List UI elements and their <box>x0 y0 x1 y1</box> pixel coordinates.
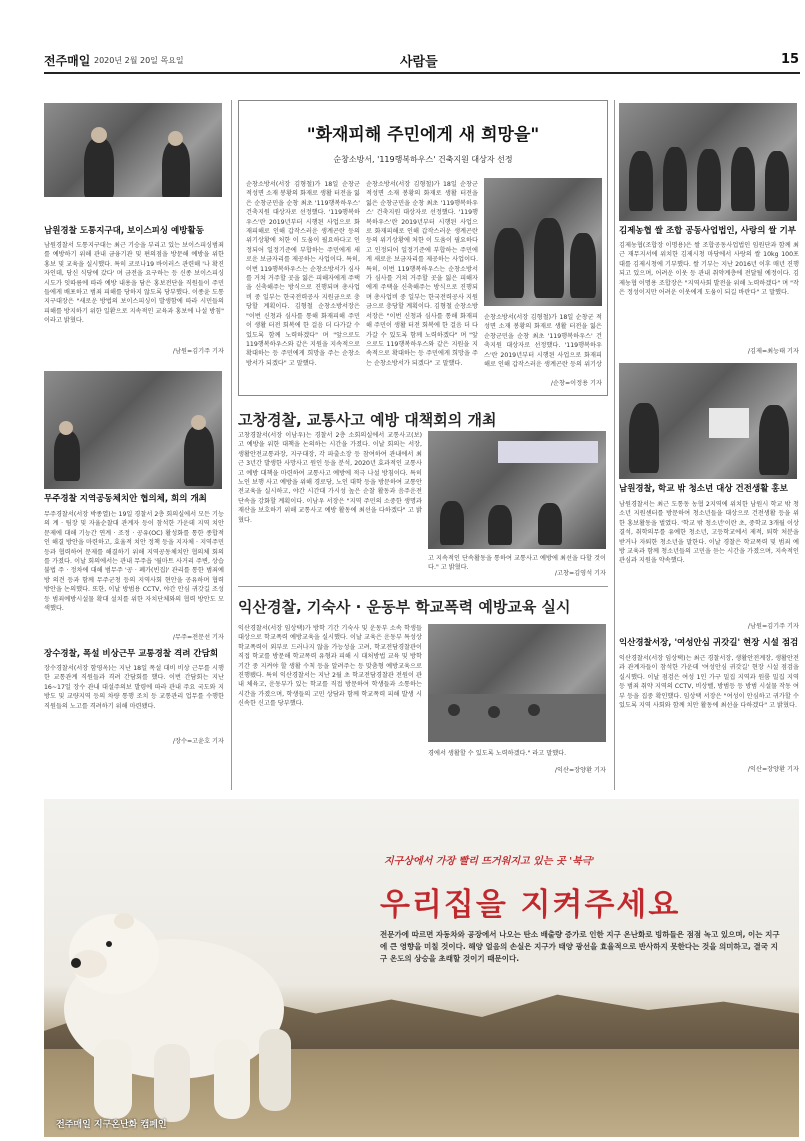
page-number: 15 <box>781 52 800 67</box>
body-a4-col1: 순창소방서(서장 김형철)가 18일 순창군 적성면 소재 봉황의 화재로 생활 터전을 잃은 순창군민을 순창 최초 '119행복하우스' 건축지원 대상자로 선정했다. '119행복하우스'란 2019년부터 시행된 사업으로 화재피해로 인해 갑작스러운 생계곤란 등의 위기상황에 처한 이 도움이 필요하다고 인정되어 일정기준에 부합하는 주민에게 새로운 보금자리를 제공하는 사업이다. 특히, 이번 119행복하우스는 순창소방서가 심사를 거쳐 거주할 곳을 잃은 피해자에게 주택을 신축해주는 방식으로 진행되며 총사업비 중 일부는 한국전력공사 지원금으로 충당할 계획이다. 김형철 순창소방서장은 "이번 신청과 심사를 통해 화재피해 주민이 생활 터전 회복에 한 걸음 더 다가갈 수 있도록 함께 노력하겠다" 며 "앞으로도 119행복하우스와 같은 지원을 지속적으로 확대하는 등 주민에게 희망을 주는 순창소방서가 되겠다" 고 말했다. <box>246 181 360 367</box>
body-a5: 김제농협(조합장 이명용)은 쌀 조합공동사업법인 임원단과 함께 최근 재무지서에 위치한 김제시청 마당에서 사랑의 쌀 10kg 100포대를 김제시청에 기부했다. 쌀 기부는 지난 2016년 이후 매년 진행되고 있으며, 어려운 이웃 등 관내 취약계층에 전달될 예정이다. 김제농협 이명용 조합장은 "지역사회 발전을 위해 노력하겠다" 며 "작은 정성이지만 어려운 이웃에게 도움이 되길 바란다" 고 말했다. <box>619 242 799 297</box>
header-rule <box>44 72 800 74</box>
body-a8-col1: 익산경찰서(서장 임상택)가 방학 기간 기숙사 및 운동부 소속 학생들 대상으로 학교폭력 예방교육을 실시했다. 이날 교육은 운동부 특성상 학교폭력이 외부로 드러나지 않을 가능성을 고려, 학교전담경찰관이 직접 학교를 방문해 학교폭력 유형과 피해 시 대처방법 교육 및 방학 기간 중 지켜야 할 생활 수칙 등을 알려주는 등 맞춤형 예방교육으로 진행됐다. 특히 익산경찰서는 지난 2월 초 학교전담경찰관 전원이 관내 체육고, 운동부가 있는 학교를 직접 방문하여 학생들과 소통하는 시간을 가졌으며, 학생들의 고민 상담과 함께 학교폭력 피해 발생 시 신속한 신고를 당부했다. <box>238 625 422 708</box>
body-a6-col1: 고창경찰서(서장 이남우)는 경찰서 2층 소회의실에서 교통사고(보)고 예방을 위한 대책을 논의하는 시간을 가졌다. 이날 회의는 서장, 생활안전교통과장, 지구대장, 각 파출소장 등 참여하여 관내에서 최근 3년간 발생한 사망사고 원인 등을 분석, 2020년 효과적인 교통사고 예방 대책을 마련하여 교통사고 예방에 적극 나설 방침이다. 특히 노인 보행 사고 예방을 위해 경로당, 노인 대학 등을 방문하여 교통안전교육을 실시하고, 야간 시간대 가시성 높은 순찰 활동과 음주운전 단속을 강화할 계획이다. 이남우 서장은 "지역 주민의 소중한 생명과 재산을 보호하기 위해 교통사고 예방 활동에 최선을 다하겠다" 고 밝혔다. <box>238 432 422 524</box>
ad-title: 우리집을 지켜주세요 <box>380 887 681 923</box>
photo-iksan-education <box>428 624 606 742</box>
byline-a5: /김제=최능태 기자 <box>747 348 799 355</box>
climate-ad <box>44 799 799 1137</box>
photo-namwon-police <box>44 103 222 197</box>
byline-a2: /무주=전문선 기자 <box>172 634 224 641</box>
caption-a3: 장수경찰, 폭설 비상근무 교통경찰 격려 간담회 <box>44 649 219 659</box>
caption-a5: 김제농협 쌀 조합 공동사업법인, 사랑의 쌀 기부 <box>619 226 796 236</box>
article-divider <box>238 586 608 587</box>
byline-a4: /순창=이정용 기자 <box>550 380 602 387</box>
byline-a1: /남원=김기주 기자 <box>172 348 224 355</box>
headline-a4: "화재피해 주민에게 새 희망을" <box>306 125 540 145</box>
body-a1: 남원경찰서 도통지구대는 최근 기승을 부리고 있는 보이스피싱범죄를 예방하기 위해 관내 금융기관 및 편의점을 방문해 예방을 위한 홍보 및 교육을 실시했다. 특히 코로나19 바이러스 관련해 '나 확진자인데, 당신 식당에 갔다' 며 금전을 요구하는 등 신종 보이스피싱 시도가 잇따름에 따라 예방 내용을 담은 홍보전단을 직원들이 주민들에게 배포하고 범죄 피해를 당하지 않도록 당부했다. 이종윤 도통지구대장은 "새로운 방법의 보이스피싱이 발생함에 따라 시민들의 피해를 방지하기 위한 일환으로 지속적인 교육과 홍보에 나설 방침" 이라고 밝혔다. <box>44 242 224 325</box>
polar-bear-icon <box>54 859 314 1129</box>
byline-a8: /익산=장양환 기자 <box>554 767 606 774</box>
caption-a9: 익산경찰서장, '여성안심 귀갓길' 현장 시설 점검 <box>619 638 799 648</box>
headline-a8: 익산경찰, 기숙사 · 운동부 학교폭력 예방교육 실시 <box>238 598 571 616</box>
photo-gochang-meeting <box>428 431 606 549</box>
photo-gimje-donation <box>619 103 797 221</box>
body-a4-col3: 순창소방서(서장 김형철)가 18일 순창군 적성면 소재 봉황의 화재로 생활 터전을 잃은 순창군민을 순창 최초 '119행복하우스' 건축지원 대상자로 선정했다. '119행복하우스'란 2019년부터 시행된 사업으로 화재피해로 인해 갑작스러운 생계곤란 등의 위기상 <box>484 314 602 368</box>
caption-a7: 남원경찰, 학교 밖 청소년 대상 건전생활 홍보 <box>619 484 788 494</box>
caption-a2: 무주경찰 지역공동체치안 협의체, 회의 개최 <box>44 494 207 504</box>
photo-namwon-youth <box>619 363 797 479</box>
section-title: 사람들 <box>400 55 438 70</box>
body-a4-col2: 순창소방서(서장 김형철)가 18일 순창군 적성면 소재 봉황의 화재로 생활 터전을 잃은 순창군민을 순창 최초 '119행복하우스' 건축지원 대상자로 선정했다. '119행복하우스'란 2019년부터 시행된 사업으로 화재피해로 인해 갑작스러운 생계곤란 등의 위기상황에 처한 이 도움이 필요하다고 인정되어 일정기준에 부합하는 주민에게 새로운 보금자리를 제공하는 사업이다. 특히, 이번 119행복하우스는 순창소방서가 심사를 거쳐 거주할 곳을 잃은 피해자에게 주택을 신축해주는 방식으로 진행되며 총사업비 중 일부는 한국전력공사 지원금으로 충당할 계획이다. 김형철 순창소방서장은 "이번 신청과 심사를 통해 화재피해 주민이 생활 터전 회복에 한 걸음 더 다가갈 수 있도록 함께 노력하겠다" 며 "앞으로도 119행복하우스와 같은 지원을 지속적으로 확대하는 등 주민에게 희망을 주는 순창소방서가 되겠다" 고 말했다. <box>366 181 478 367</box>
page-header <box>44 50 804 72</box>
photo-firefighters <box>484 178 602 306</box>
issue-date: 2020년 2월 20일 목요일 <box>94 56 184 65</box>
ad-footer: 전주매일 지구온난화 캠페인 <box>56 1120 167 1130</box>
byline-a6: /고창=김영석 기자 <box>554 570 606 577</box>
ad-body: 전문가에 따르면 자동차와 공장에서 나오는 탄소 배출량 증가로 인한 지구 온난화로 빙하들은 점점 녹고 있으며, 이는 지구에 큰 영향을 미칠 것이다. 해양 얼음의 손실은 지구가 태양 광선을 효율적으로 반사하지 못한다는 것을 의미하고, 결국 지구 온도의 상승을 초래할 것이기 때문이다. <box>380 930 780 963</box>
body-a3: 장수경찰서(서장 함영옥)는 지난 18일 폭설 대비 비상 근무를 시행한 교통관계 직원들과 격려 간담회를 했다. 이번 간담회는 지난 16~17일 장수 관내 대설주의보 발령에 따라 관내 주요 국도와 지방도 및 교량지역 등의 차량 통행 조치 등 교통관리 업무를 수행한 직원들의 노고를 격려하기 위해 마련됐다. <box>44 665 224 710</box>
ad-tagline: 지구상에서 가장 빨리 뜨거워지고 있는 곳 '북극' <box>384 856 595 867</box>
body-a8-col2: 경에서 생활할 수 있도록 노력하겠다." 라고 말했다. <box>428 750 567 757</box>
headline-a6: 고창경찰, 교통사고 예방 대책회의 개최 <box>238 411 497 429</box>
body-a9: 익산경찰서(서장 임상택)는 최근 경찰서장, 생활안전계장, 생활안전과 관계자들이 참석한 가운데 '여성안심 귀갓길' 현장 시설 점검을 실시했다. 이날 점검은 여성 1인 가구 밀집 지역과 원룸 밀집 지역 등 범죄 취약 지역의 CCTV, 비상벨, 방범등 등 방범 시설물 작동 여부 등을 집중 확인했다. 임상택 서장은 "여성이 안심하고 귀가할 수 있도록 지역 사회와 함께 치안 활동에 최선을 다하겠다" 고 밝혔다. <box>619 655 799 710</box>
body-a7: 남원경찰서는 최근 도통동 농협 2지역에 위치한 남원시 학교 밖 청소년 지원센터를 방문하여 청소년들을 대상으로 건전생활 등을 위한 홍보활동을 벌였다. '학교 밖 청소년'이란 초, 중학교 3개월 이상 결석, 취학의무를 유예한 청소년, 고등학교에서 제적, 퇴학 처분을 받거나 자퇴한 청소년을 말한다. 이날 경찰은 학교폭력 및 범죄 예방 교육과 함께 청소년들의 고민을 듣는 시간을 가졌으며, 지속적인 관심과 지원을 약속했다. <box>619 501 799 565</box>
byline-a3: /장수=고윤호 기자 <box>172 738 224 745</box>
column-divider-right <box>614 100 615 790</box>
body-a6-col2: 고 지속적인 단속활동을 통하여 교통사고 예방에 최선을 다할 것이다." 고 밝혔다. <box>428 555 606 572</box>
masthead: 전주매일 <box>44 54 91 68</box>
subhead-a4: 순창소방서, '119행복하우스' 건축지원 대상자 선정 <box>333 155 513 164</box>
caption-a1: 남원경찰 도통지구대, 보이스피싱 예방활동 <box>44 226 204 236</box>
column-divider-left <box>231 100 232 790</box>
photo-muju-meeting <box>44 371 222 489</box>
byline-a9: /익산=장양환 기자 <box>747 766 799 773</box>
body-a2: 무주경찰서(서장 박종열)는 19일 경찰서 2층 회의실에서 모든 기능의 계 · 팀장 및 자율순찰대 관계자 등이 참석한 가운데 지역 치안 문제에 대해 기능간 연계 · 조정 · 공유(OC) 활성화를 통한 종합적인 해결 방안을 마련하고, 효율적 치안 정책 등을 지자체 · 지역주민 등과 협력하여 문제를 해결하기 위해 지역공동체치안 협의체 회의를 가졌다. 이날 회의에서는 관내 무주읍 '월마트 사거리 주변, 상습 불법 주 · 정차에 대해 범무주 '공 · 폐가(빈집)' 관리를 통한 범죄예방 의견 등과 함께 무주군청 등의 지역사회 현안을 공유하며 협력 방안을 논의했다. 또한, 이날 방범용 CCTV, 야간 안심 귀갓길 조성 등 범죄예방시설물 확대 설치를 위한 자치단체와의 협력 방안도 모색했다. <box>44 511 224 613</box>
byline-a7: /남원=김기주 기자 <box>747 623 799 630</box>
